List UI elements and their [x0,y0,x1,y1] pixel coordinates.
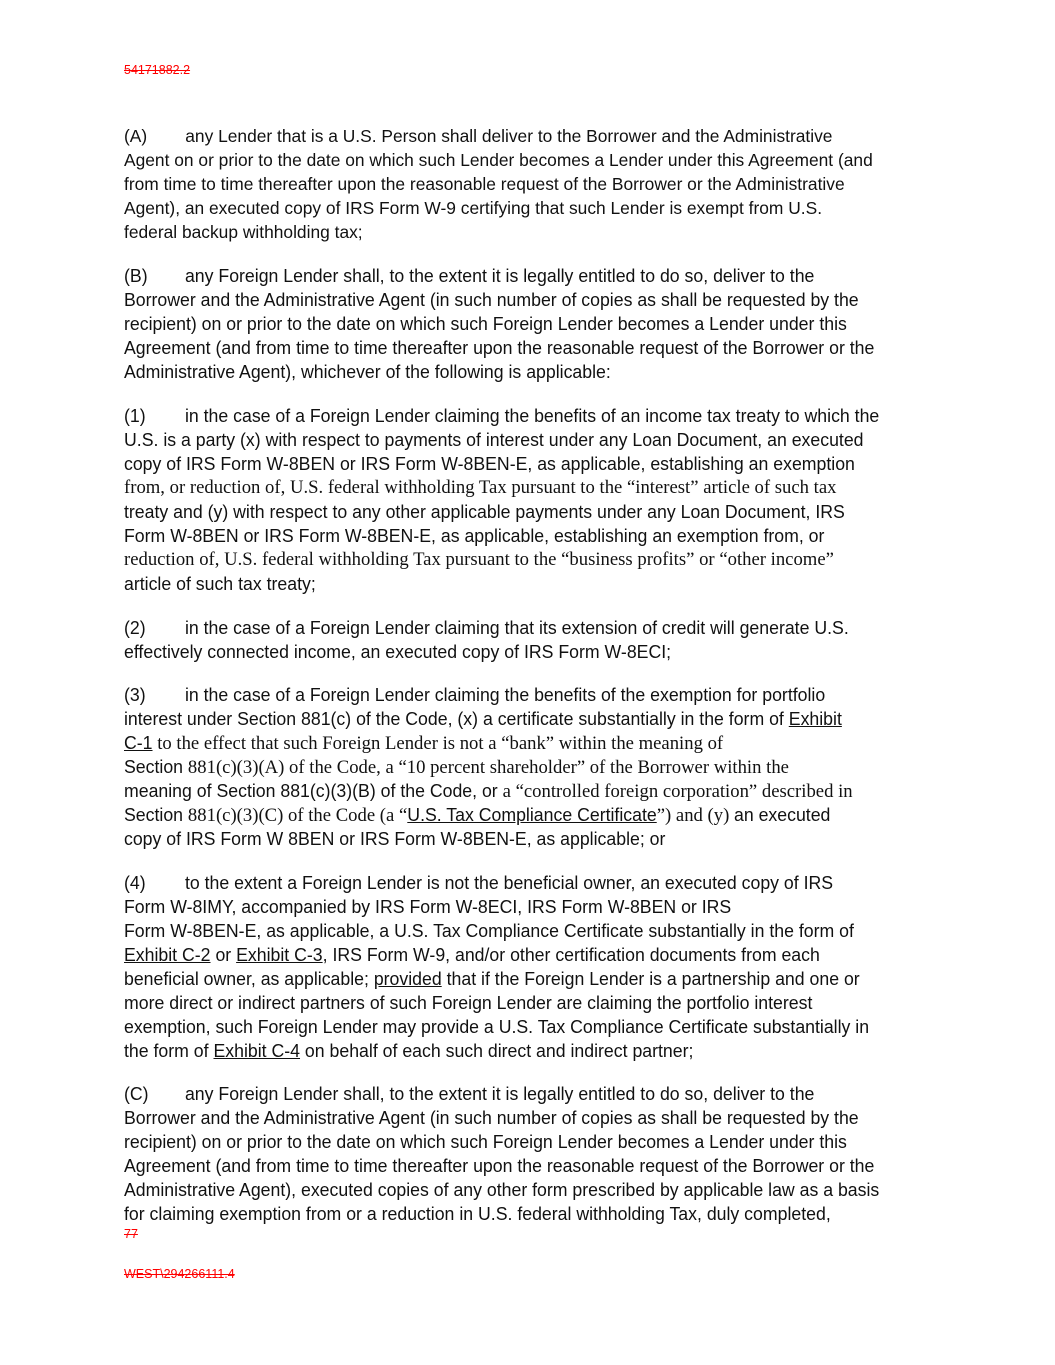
exhibit-c2-link[interactable]: Exhibit C-2 [124,945,211,965]
paragraph-label: (4) [124,873,146,893]
exhibit-c4-link[interactable]: Exhibit C-4 [213,1041,301,1061]
footer-doc-ref: WEST\294266111.4 [124,1267,235,1281]
provided-term: provided [373,969,442,989]
exhibit-c1-link-cont[interactable]: C-1 [124,733,153,753]
paragraph-a: (A) any Lender that is a U.S. Person shall deliver to the Borrower and the Administrative Agent on or prior to the date on which such Lender becomes a Lender under this Agreement (and from time to time thereafter upon the reasonable request of the Borrower or the Administrative Agent), an executed copy of IRS Form W-9 certifying that such Lender is exempt from U.S. federal backup withholding tax; [124,126,873,242]
paragraph-label: (2) [124,618,146,638]
paragraph-1: (1) in the case of a Foreign Lender claiming the benefits of an income tax treaty to which the U.S. is a party (x) with respect to payments of interest under any Loan Document, an executed copy of IRS Form W-8BEN or IRS Form W-8BEN-E, as applicable, establishing an exemption from, or reduction of, U.S. federal withholding Tax pursuant to the “interest” article of such tax treaty and (y) with respect to any other applicable payments under any Loan Document, IRS Form W-8BEN or IRS Form W-8BEN-E, as applicable, establishing an exemption from, or reduction of, U.S. federal withholding Tax pursuant to the “business profits” or “other income” article of such tax treaty; [124,406,880,594]
exhibit-c3-link[interactable]: Exhibit C-3 [236,945,323,965]
paragraph-4: (4) to the extent a Foreign Lender is not the beneficial owner, an executed copy of IRS Form W-8IMY, accompanied by IRS Form W-8ECI, IRS Form W-8BEN or IRS Form W-8BEN-E, as applicable, a U.S. Tax Compliance Certificate substantially in the form of Exhibit C-2 or Exhibit C-3, IRS Form W-9, and/or other certification documents from each beneficial owner, as applicable; provided that if the Foreign Lender is a partnership and one or more direct or indirect partners of such Foreign Lender are claiming the portfolio interest exemption, such Foreign Lender may provide a U.S. Tax Compliance Certificate substantially in the form of Exhibit C-4 on behalf of each such direct and indirect partner; [124,873,870,1061]
paragraph-b: (B) any Foreign Lender shall, to the extent it is legally entitled to do so, deliver to the Borrower and the Administrative Agent (in such number of copies as shall be requested by the recipient) on or prior to the date on which such Foreign Lender becomes a Lender under this Agreement (and from time to time thereafter upon the reasonable request of the Borrower or the Administrative Agent), whichever of the following is applicable: [124,266,875,382]
exhibit-c1-link[interactable]: Exhibit [788,709,842,729]
footer-page-number: 77 [124,1227,138,1241]
us-tax-compliance-certificate-link[interactable]: U.S. Tax Compliance Certificate [407,805,657,825]
paragraph-c: (C) any Foreign Lender shall, to the extent it is legally entitled to do so, deliver to the Borrower and the Administrative Agent (in such number of copies as shall be requested by the recipient) on or prior to the date on which such Foreign Lender becomes a Lender under this Agreement (and from time to time thereafter upon the reasonable request of the Borrower or the Administrative Agent), executed copies of any other form prescribed by applicable law as a basis for claiming exemption from or a reduction in U.S. federal withholding Tax, duly completed, [124,1084,880,1224]
paragraph-2: (2) in the case of a Foreign Lender claiming that its extension of credit will generate U.S. effectively connected income, an executed copy of IRS Form W-8ECI; [124,618,849,662]
paragraph-label: (C) [124,1084,149,1104]
paragraph-label: (B) [124,266,148,286]
paragraph-3: (3) in the case of a Foreign Lender claiming the benefits of the exemption for portfolio interest under Section 881(c) of the Code, (x) a certificate substantially in the form of Exhibit C-1 to the effect that such Foreign Lender is not a “bank” within the meaning of Section 881(c)(3)(A) of the Code, a “10 percent shareholder” of the Borrower within the meaning of Section 881(c)(3)(B) of the Code, or a “controlled foreign corporation” described in Section 881(c)(3)(C) of the Code (a “U.S. Tax Compliance Certificate”) and (y) an executed copy of IRS Form W 8BEN or IRS Form W-8BEN-E, as applicable; or [124,685,853,849]
header-doc-id: 54171882.2 [124,63,191,77]
paragraph-label: (3) [124,685,146,705]
paragraph-label: (A) [124,126,148,146]
paragraph-label: (1) [124,406,146,426]
